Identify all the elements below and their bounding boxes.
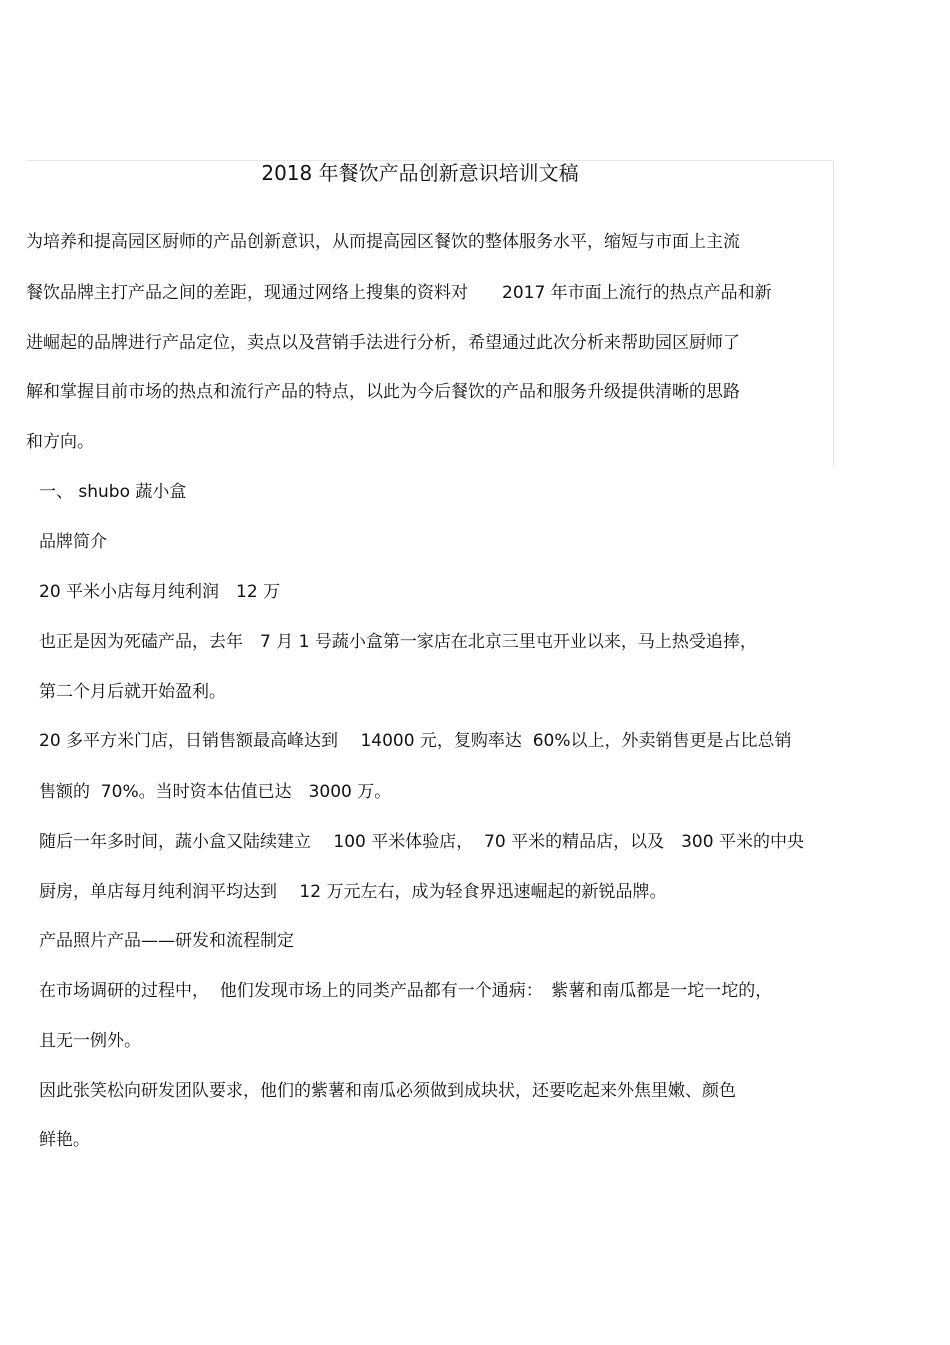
body-line: 厨房，单店每月纯利润平均达到 12 万元左右，成为轻食界迅速崛起的新锐品牌。 <box>39 882 667 902</box>
frame-right-border <box>833 160 834 466</box>
body-line: 20 多平方米门店，日销售额最高峰达到 14000 元，复购率达 60%以上，外卖销售更是占比总销 <box>39 731 792 751</box>
body-line: 随后一年多时间，蔬小盒又陆续建立 100 平米体验店， 70 平米的精品店，以及 300 平米的中央 <box>39 832 804 852</box>
subheading-brand-intro: 品牌简介 <box>39 532 107 552</box>
intro-paragraph-line: 餐饮品牌主打产品之间的差距，现通过网络上搜集的资料对 2017 年市面上流行的热点产品和新 <box>26 283 772 303</box>
body-line: 且无一例外。 <box>39 1031 141 1051</box>
intro-paragraph-line: 为培养和提高园区厨师的产品创新意识，从而提高园区餐饮的整体服务水平，缩短与市面上主流 <box>26 232 740 252</box>
body-line: 也正是因为死磕产品，去年 7 月 1 号蔬小盒第一家店在北京三里屯开业以来，马上热受追捧， <box>39 632 757 652</box>
body-line: 因此张笑松向研发团队要求，他们的紫薯和南瓜必须做到成块状，还要吃起来外焦里嫩、颜色 <box>39 1081 736 1101</box>
intro-paragraph-line: 解和掌握目前市场的热点和流行产品的特点，以此为今后餐饮的产品和服务升级提供清晰的思路 <box>26 382 740 402</box>
body-line: 售额的 70%。当时资本估值已达 3000 万。 <box>39 782 392 802</box>
intro-paragraph-line: 进崛起的品牌进行产品定位，卖点以及营销手法进行分析，希望通过此次分析来帮助园区厨师了 <box>26 333 740 353</box>
body-line: 在市场调研的过程中， 他们发现市场上的同类产品都有一个通病： 紫薯和南瓜都是一坨一坨的， <box>39 981 773 1001</box>
body-line: 20 平米小店每月纯利润 12 万 <box>39 582 281 602</box>
body-line: 鲜艳。 <box>39 1130 90 1150</box>
body-line: 第二个月后就开始盈利。 <box>39 682 226 702</box>
subheading-product: 产品照片产品——研发和流程制定 <box>39 931 294 951</box>
section-heading: 一、 shubo 蔬小盒 <box>39 482 187 502</box>
document-title: 2018 年餐饮产品创新意识培训文稿 <box>261 161 579 185</box>
intro-paragraph-line: 和方向。 <box>26 432 94 452</box>
